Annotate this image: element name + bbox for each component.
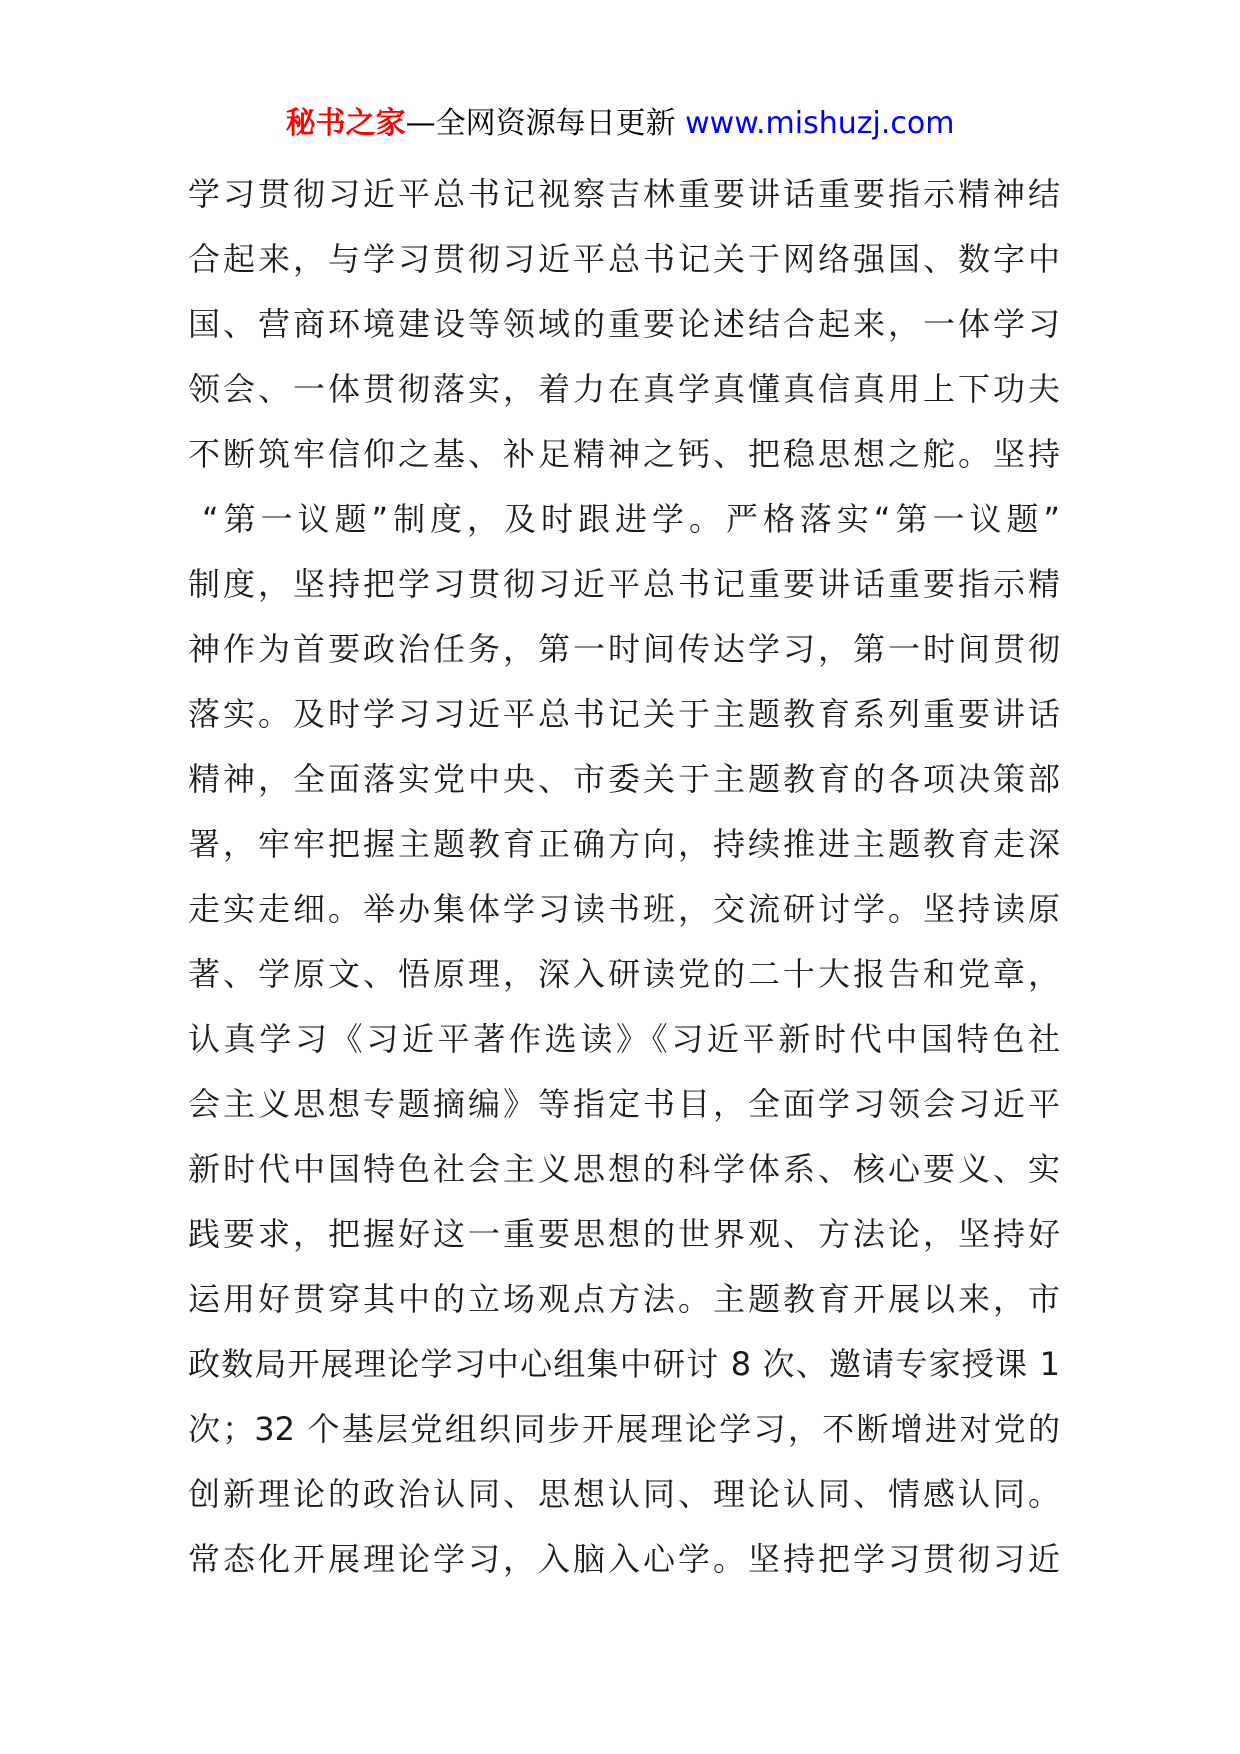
- text-line: 领会、一体贯彻落实，着力在真学真懂真信真用上下功夫: [188, 370, 1060, 408]
- text-line: 践要求，把握好这一重要思想的世界观、方法论，坚持好: [188, 1215, 1060, 1253]
- text-line: 不断筑牢信仰之基、补足精神之钙、把稳思想之舵。坚持: [188, 435, 1060, 473]
- text-line: 运用好贯穿其中的立场观点方法。主题教育开展以来，市: [188, 1280, 1060, 1318]
- text-line: 政数局开展理论学习中心组集中研讨 8 次、邀请专家授课 1: [188, 1345, 1060, 1383]
- text-line: 神作为首要政治任务，第一时间传达学习，第一时间贯彻: [188, 630, 1060, 668]
- text-line: 落实。及时学习习近平总书记关于主题教育系列重要讲话: [188, 695, 1060, 733]
- text-line: 合起来，与学习贯彻习近平总书记关于网络强国、数字中: [188, 240, 1060, 278]
- text-line: 著、学原文、悟原理，深入研读党的二十大报告和党章，: [188, 955, 1060, 993]
- site-url-link[interactable]: www.mishuzj.com: [685, 106, 955, 141]
- text-line: 精神，全面落实党中央、市委关于主题教育的各项决策部: [188, 760, 1060, 798]
- header-tagline: —全网资源每日更新: [405, 106, 686, 141]
- text-line: 会主义思想专题摘编》等指定书目，全面学习领会习近平: [188, 1085, 1060, 1123]
- text-line: 国、营商环境建设等领域的重要论述结合起来，一体学习: [188, 305, 1060, 343]
- text-line: 常态化开展理论学习，入脑入心学。坚持把学习贯彻习近: [188, 1540, 1060, 1578]
- text-line: 走实走细。举办集体学习读书班，交流研讨学。坚持读原: [188, 890, 1060, 928]
- document-body: [188, 162, 1060, 1592]
- text-line: 署，牢牢把握主题教育正确方向，持续推进主题教育走深: [188, 825, 1060, 863]
- brand-name: 秘书之家: [285, 106, 406, 141]
- text-line: “第一议题”制度，及时跟进学。严格落实“第一议题”: [202, 500, 1060, 538]
- text-line: 新时代中国特色社会主义思想的科学体系、核心要义、实: [188, 1150, 1060, 1188]
- text-line: 创新理论的政治认同、思想认同、理论认同、情感认同。: [188, 1475, 1060, 1513]
- text-line: 学习贯彻习近平总书记视察吉林重要讲话重要指示精神结: [188, 175, 1060, 213]
- text-line: 认真学习《习近平著作选读》《习近平新时代中国特色社: [188, 1020, 1060, 1058]
- text-line: 制度，坚持把学习贯彻习近平总书记重要讲话重要指示精: [188, 565, 1060, 603]
- site-header: [0, 100, 1240, 148]
- text-line: 次；32 个基层党组织同步开展理论学习，不断增进对党的: [188, 1410, 1060, 1448]
